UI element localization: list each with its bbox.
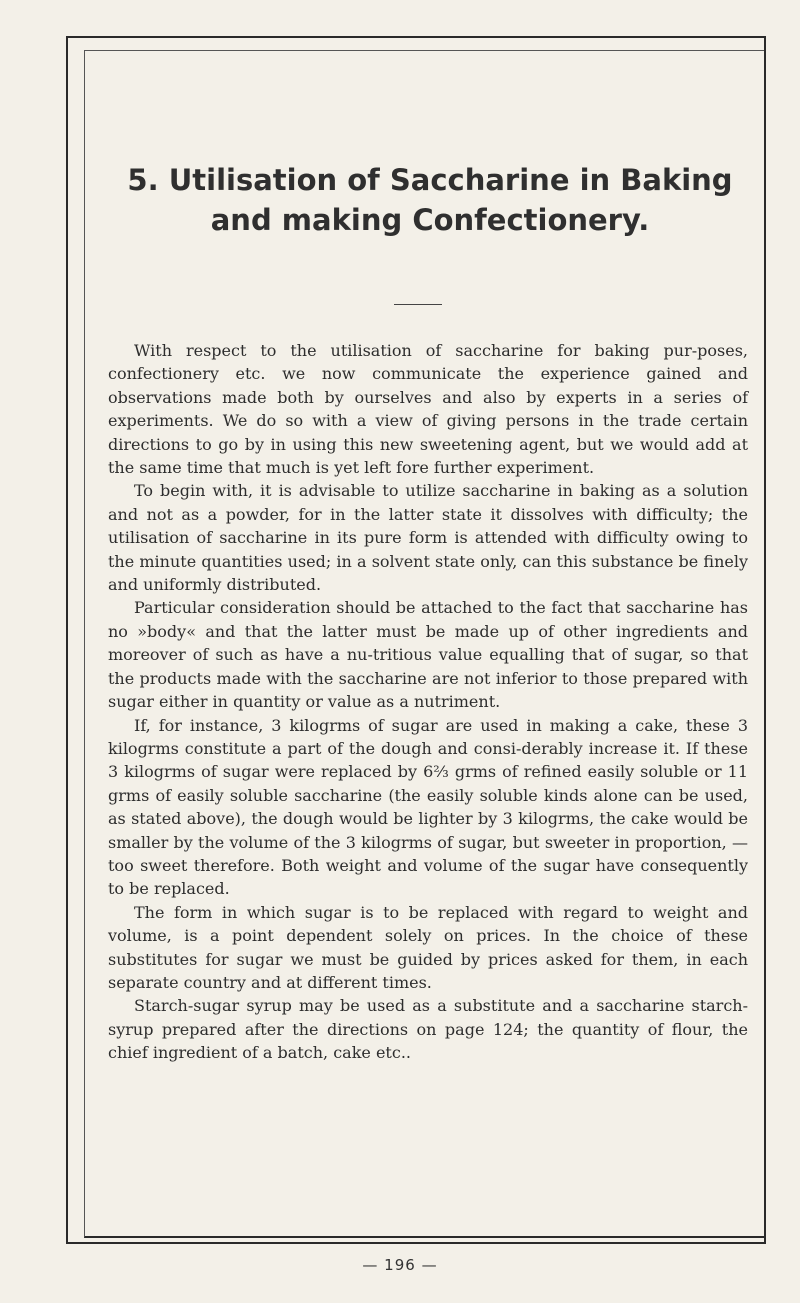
paragraph: If, for instance, 3 kilogrms of sugar are used in making a cake, these 3 kilogrms constitute a part of the dough and consi-derably increase it. If these 3 kilogrms of sugar were replaced by 6⅔ grms of refined easily soluble or 11 grms of easily soluble saccharine (the easily soluble kinds alone can be used, as stated above), the dough would be lighter by 3 kilogrms, the cake would be smaller by the volume of the 3 kilogrms of sugar, but sweeter in proportion, — too sweet therefore. Both weight and volume of the sugar have consequently to be replaced.: [108, 715, 748, 899]
paragraph: Starch-sugar syrup may be used as a substitute and a saccharine starch-syrup prepared after the directions on page 124; the quantity of flour, the chief ingredient of a batch, cake etc..: [108, 996, 748, 1063]
paragraph: Particular consideration should be attached to the fact that saccharine has no »body« and that the latter must be made up of other ingredients and moreover of such as have a nu-tritious value equalling that of sugar, so that the products made with the saccharine are not inferior to those prepared with sugar either in quantity or value as a nutriment.: [108, 598, 748, 712]
heading-line-1: 5. Utilisation of Saccharine in Baking: [127, 163, 733, 197]
heading-line-2: and making Confectionery.: [210, 203, 650, 237]
body-text: [108, 339, 748, 1065]
paragraph: To begin with, it is advisable to utilize saccharine in baking as a solution and not as a powder, for in the latter state it dissolves with difficulty; the utilisation of saccharine in its pure form is attended with difficulty owing to the minute quantities used; in a solvent state only, can this substance be finely and uniformly distributed.: [108, 481, 748, 595]
paragraph: With respect to the utilisation of saccharine for baking pur-poses, confectionery etc. we now communicate the experience gained and observations made both by ourselves and also by experts in a series of experiments. We do so with a view of giving persons in the trade certain directions to go by in using this new sweetening agent, but we would add at the same time that much is yet left fore further experiment.: [108, 341, 748, 478]
page-number: — 196 —: [362, 1256, 438, 1274]
heading-divider: [394, 304, 442, 305]
paragraph: The form in which sugar is to be replaced with regard to weight and volume, is a point dependent solely on prices. In the choice of these substitutes for sugar we must be guided by prices asked for them, in each separate country and at different times.: [108, 902, 748, 992]
section-heading: [100, 160, 760, 240]
